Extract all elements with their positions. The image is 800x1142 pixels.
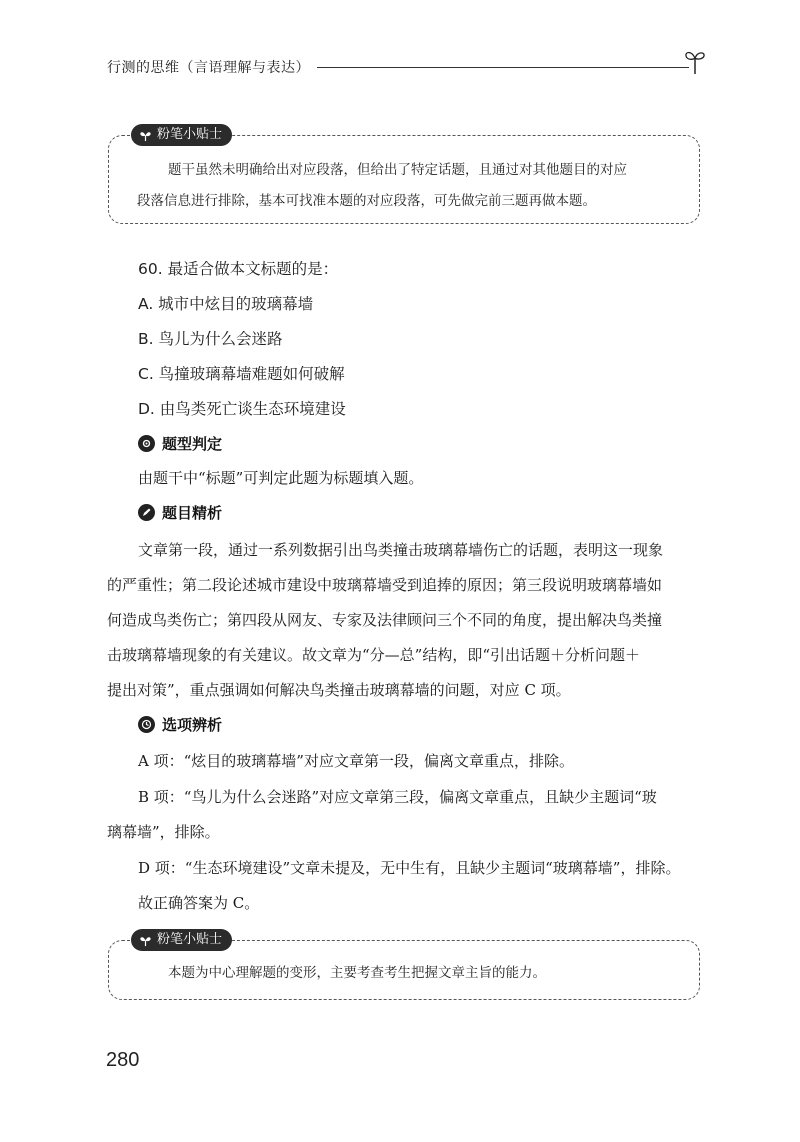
option-analysis-line: D 项：“生态环境建设”文章未提及，无中生有，且缺少主题词“玻璃幕墙”，排除。 (138, 859, 681, 877)
tip-box-1 (108, 127, 700, 224)
option-analysis-line: B 项：“鸟儿为什么会迷路”对应文章第三段，偏离文章重点，且缺少主题词“玻 (138, 788, 657, 806)
option-b: B. 鸟儿为什么会迷路 (138, 330, 283, 348)
type-line: 由题干中“标题”可判定此题为标题填入题。 (138, 469, 424, 487)
answer-line: 故正确答案为 C。 (138, 894, 260, 912)
pencil-icon (138, 504, 155, 521)
option-a: A. 城市中炫目的玻璃幕墙 (138, 295, 314, 313)
clock-icon (138, 716, 155, 733)
analysis-line: 文章第一段，通过一系列数据引出鸟类撞击玻璃幕墙伤亡的话题，表明这一现象 (138, 541, 664, 559)
sprout-icon (139, 934, 152, 947)
type-heading-text: 题型判定 (162, 434, 223, 453)
options-heading-text: 选项辨析 (162, 715, 223, 734)
tip-label (131, 929, 232, 951)
gear-icon (138, 435, 155, 452)
tip-label-text: 粉笔小贴士 (157, 127, 223, 142)
question-stem: 60. 最适合做本文标题的是： (138, 260, 339, 278)
analysis-line: 提出对策”，重点强调如何解决鸟类撞击玻璃幕墙的问题，对应 C 项。 (107, 681, 571, 699)
option-c: C. 鸟撞玻璃幕墙难题如何破解 (138, 365, 345, 383)
analysis-line: 击玻璃幕墙现象的有关建议。故文章为“分—总”结构，即“引出话题＋分析问题＋ (107, 646, 641, 664)
tip-line: 本题为中心理解题的变形，主要考查考生把握文章主旨的能力。 (168, 965, 546, 981)
options-heading (138, 714, 222, 734)
header-rule (317, 67, 689, 68)
analysis-heading (138, 502, 222, 522)
tip-line: 题干虽然未明确给出对应段落，但给出了特定话题，且通过对其他题目的对应 (168, 162, 627, 178)
option-analysis-line: 璃幕墙”，排除。 (107, 823, 220, 841)
option-analysis-line: A 项：“炫目的玻璃幕墙”对应文章第一段，偏离文章重点，排除。 (138, 752, 574, 770)
tip-label-text: 粉笔小贴士 (157, 932, 223, 947)
running-header (107, 54, 707, 84)
page-number: 280 (106, 1049, 140, 1071)
tip-line: 段落信息进行排除，基本可找准本题的对应段落，可先做完前三题再做本题。 (137, 193, 596, 209)
header-title: 行测的思维（言语理解与表达） (107, 60, 310, 76)
tip-label (131, 124, 232, 146)
analysis-line: 的严重性；第二段论述城市建设中玻璃幕墙受到追捧的原因；第三段说明玻璃幕墙如 (107, 576, 663, 594)
option-d: D. 由鸟类死亡谈生态环境建设 (138, 400, 346, 418)
type-heading (138, 433, 222, 453)
sprout-icon (139, 129, 152, 142)
analysis-heading-text: 题目精析 (162, 503, 223, 522)
tip-box-2 (108, 932, 700, 1000)
sprout-icon (683, 46, 707, 76)
analysis-line: 何造成鸟类伤亡；第四段从网友、专家及法律顾问三个不同的角度，提出解决鸟类撞 (107, 611, 663, 629)
